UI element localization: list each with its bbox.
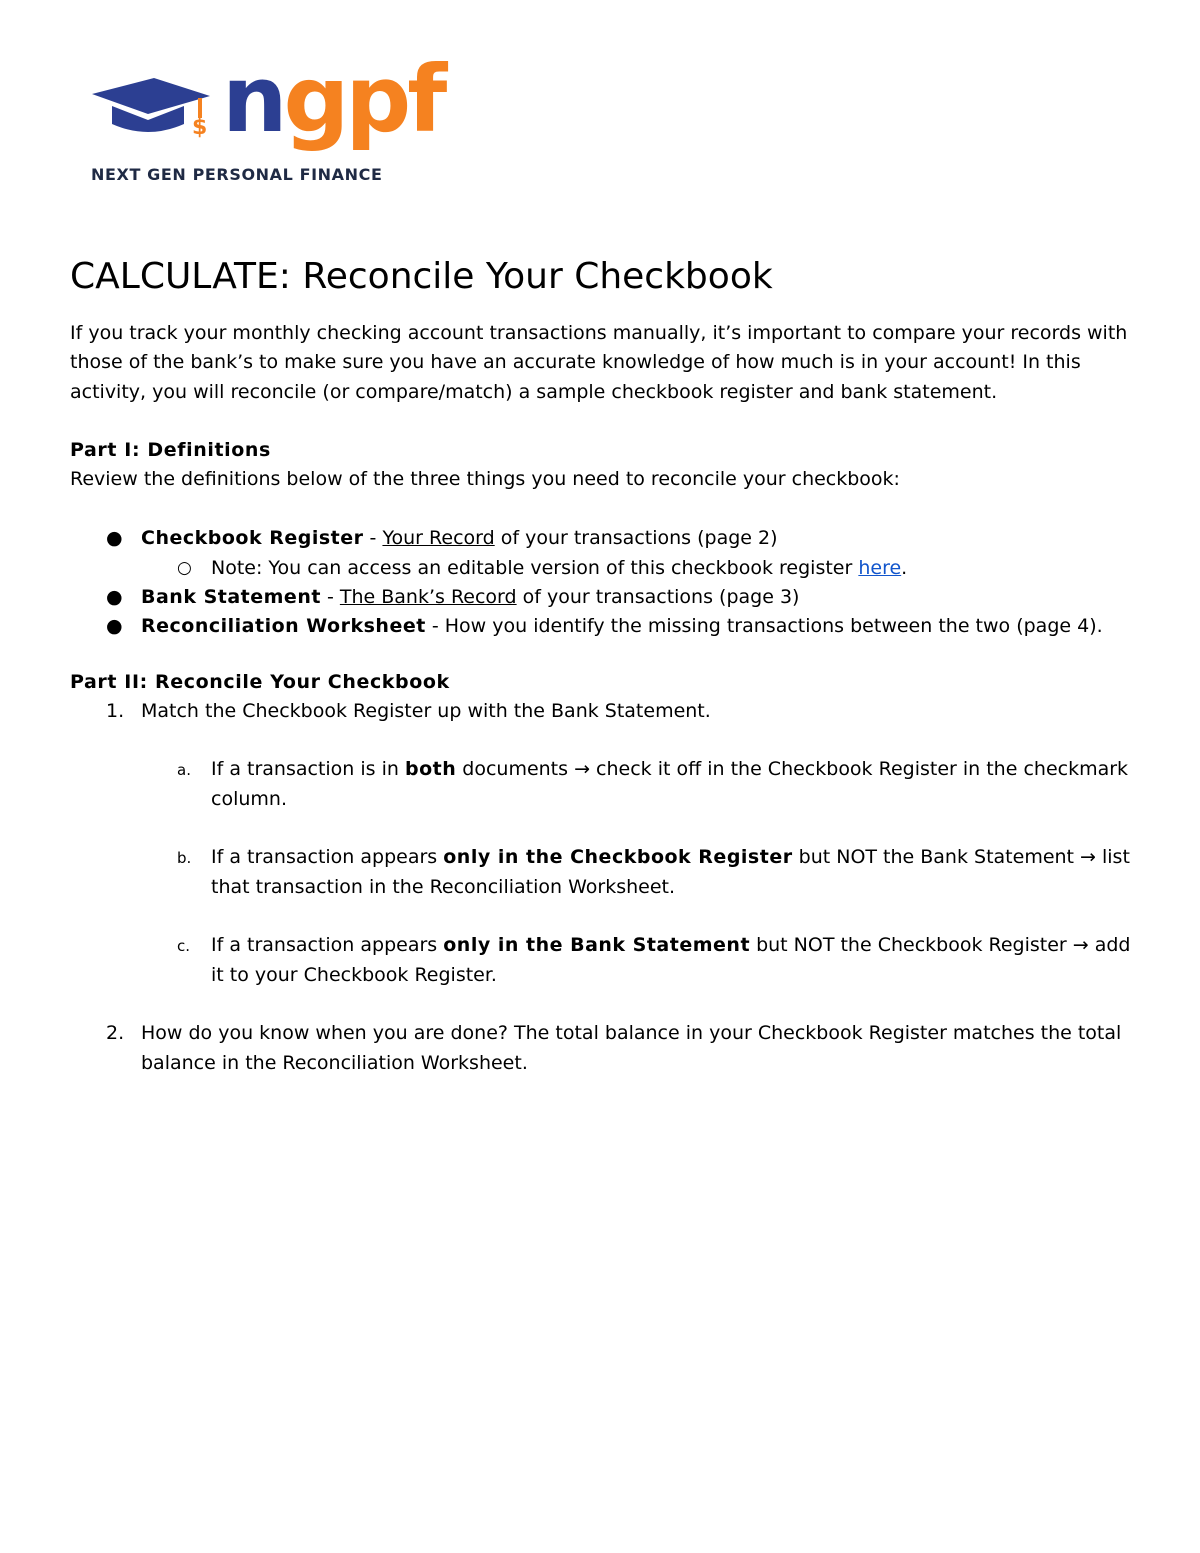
term: Bank Statement [141,586,321,609]
svg-text:$: $ [192,115,208,140]
sub-step-text: If a transaction is in [211,758,405,781]
part1-lead: Review the definitions below of the three things you need to reconcile your checkbook: [70,468,900,491]
separator: - [425,615,445,638]
sub-step-text: but NOT the Checkbook Register → add it to your Checkbook Register. [211,934,1131,986]
note-item [70,554,1135,583]
sub-step-letter: c. [177,937,191,956]
list-item [70,583,1135,612]
step-text: Match the Checkbook Register up with the Bank Statement. [141,699,711,722]
ngpf-logo [88,46,444,190]
definition-text: of your transactions (page 3) [516,586,800,609]
step-item [70,1019,1135,1078]
sub-step-letter: a. [177,761,191,780]
definition-text: of your transactions (page 2) [494,527,778,550]
definitions-list [70,524,1135,641]
sub-step-item [141,755,1135,814]
steps-list [70,697,1135,1078]
step-number: 1. [106,699,125,722]
list-item [70,612,1135,641]
list-item [70,524,1135,583]
step-number: 2. [106,1022,125,1045]
here-link[interactable]: here [858,556,902,579]
part2-heading: Part II: Reconcile Your Checkbook [70,670,450,693]
definition-text: How you identify the missing transactions between the two (page 4). [444,615,1103,638]
sub-step-letter: b. [177,849,192,868]
record-label: Your Record [382,527,495,550]
sub-step-text: If a transaction appears [211,846,444,869]
sub-steps-list [141,755,1135,990]
step-item [70,697,1135,990]
sub-step-text: If a transaction appears [211,934,444,957]
separator: - [363,527,383,550]
sub-step-item [141,931,1135,990]
circle-bullet-icon: ○ [177,557,192,578]
page-title: CALCULATE: Reconcile Your Checkbook [70,256,773,297]
graduation-cap-dollar-icon [88,66,222,146]
sub-list [141,554,1135,583]
record-label: The Bank’s Record [339,586,517,609]
part1-heading: Part I: Definitions [70,438,271,461]
sub-step-emphasis: only in the Bank Statement [443,934,751,957]
logo-wordmark: ngpf [222,46,444,153]
note-end: . [901,556,908,579]
step-text: How do you know when you are done? The total balance in your Checkbook Register matches the total balance in the Reconciliation Worksheet. [141,1022,1122,1074]
sub-step-emphasis: only in the Checkbook Register [443,846,793,869]
bullet-icon: ● [106,527,123,550]
sub-step-text: but NOT the Bank Statement → list that transaction in the Reconciliation Worksheet. [211,846,1130,898]
sub-step-text: documents → check it off in the Checkbook Register in the checkmark column. [211,758,1129,810]
sub-step-item [141,843,1135,902]
note-text: Note: You can access an editable version of this checkbook register [211,556,859,579]
document-body [70,252,1135,1078]
logo-tagline: NEXT GEN PERSONAL FINANCE [91,165,383,184]
intro-paragraph: If you track your monthly checking account transactions manually, it’s important to compare your records with those of the bank’s to make sure you have an accurate knowledge of how much is in your account! In this activity, you will reconcile (or compare/match) a sample checkbook register and bank statement. [70,322,1128,403]
term: Reconciliation Worksheet [141,615,426,638]
bullet-icon: ● [106,615,123,638]
sub-step-emphasis: both [404,758,457,781]
separator: - [320,586,340,609]
term: Checkbook Register [141,527,364,550]
bullet-icon: ● [106,586,123,609]
